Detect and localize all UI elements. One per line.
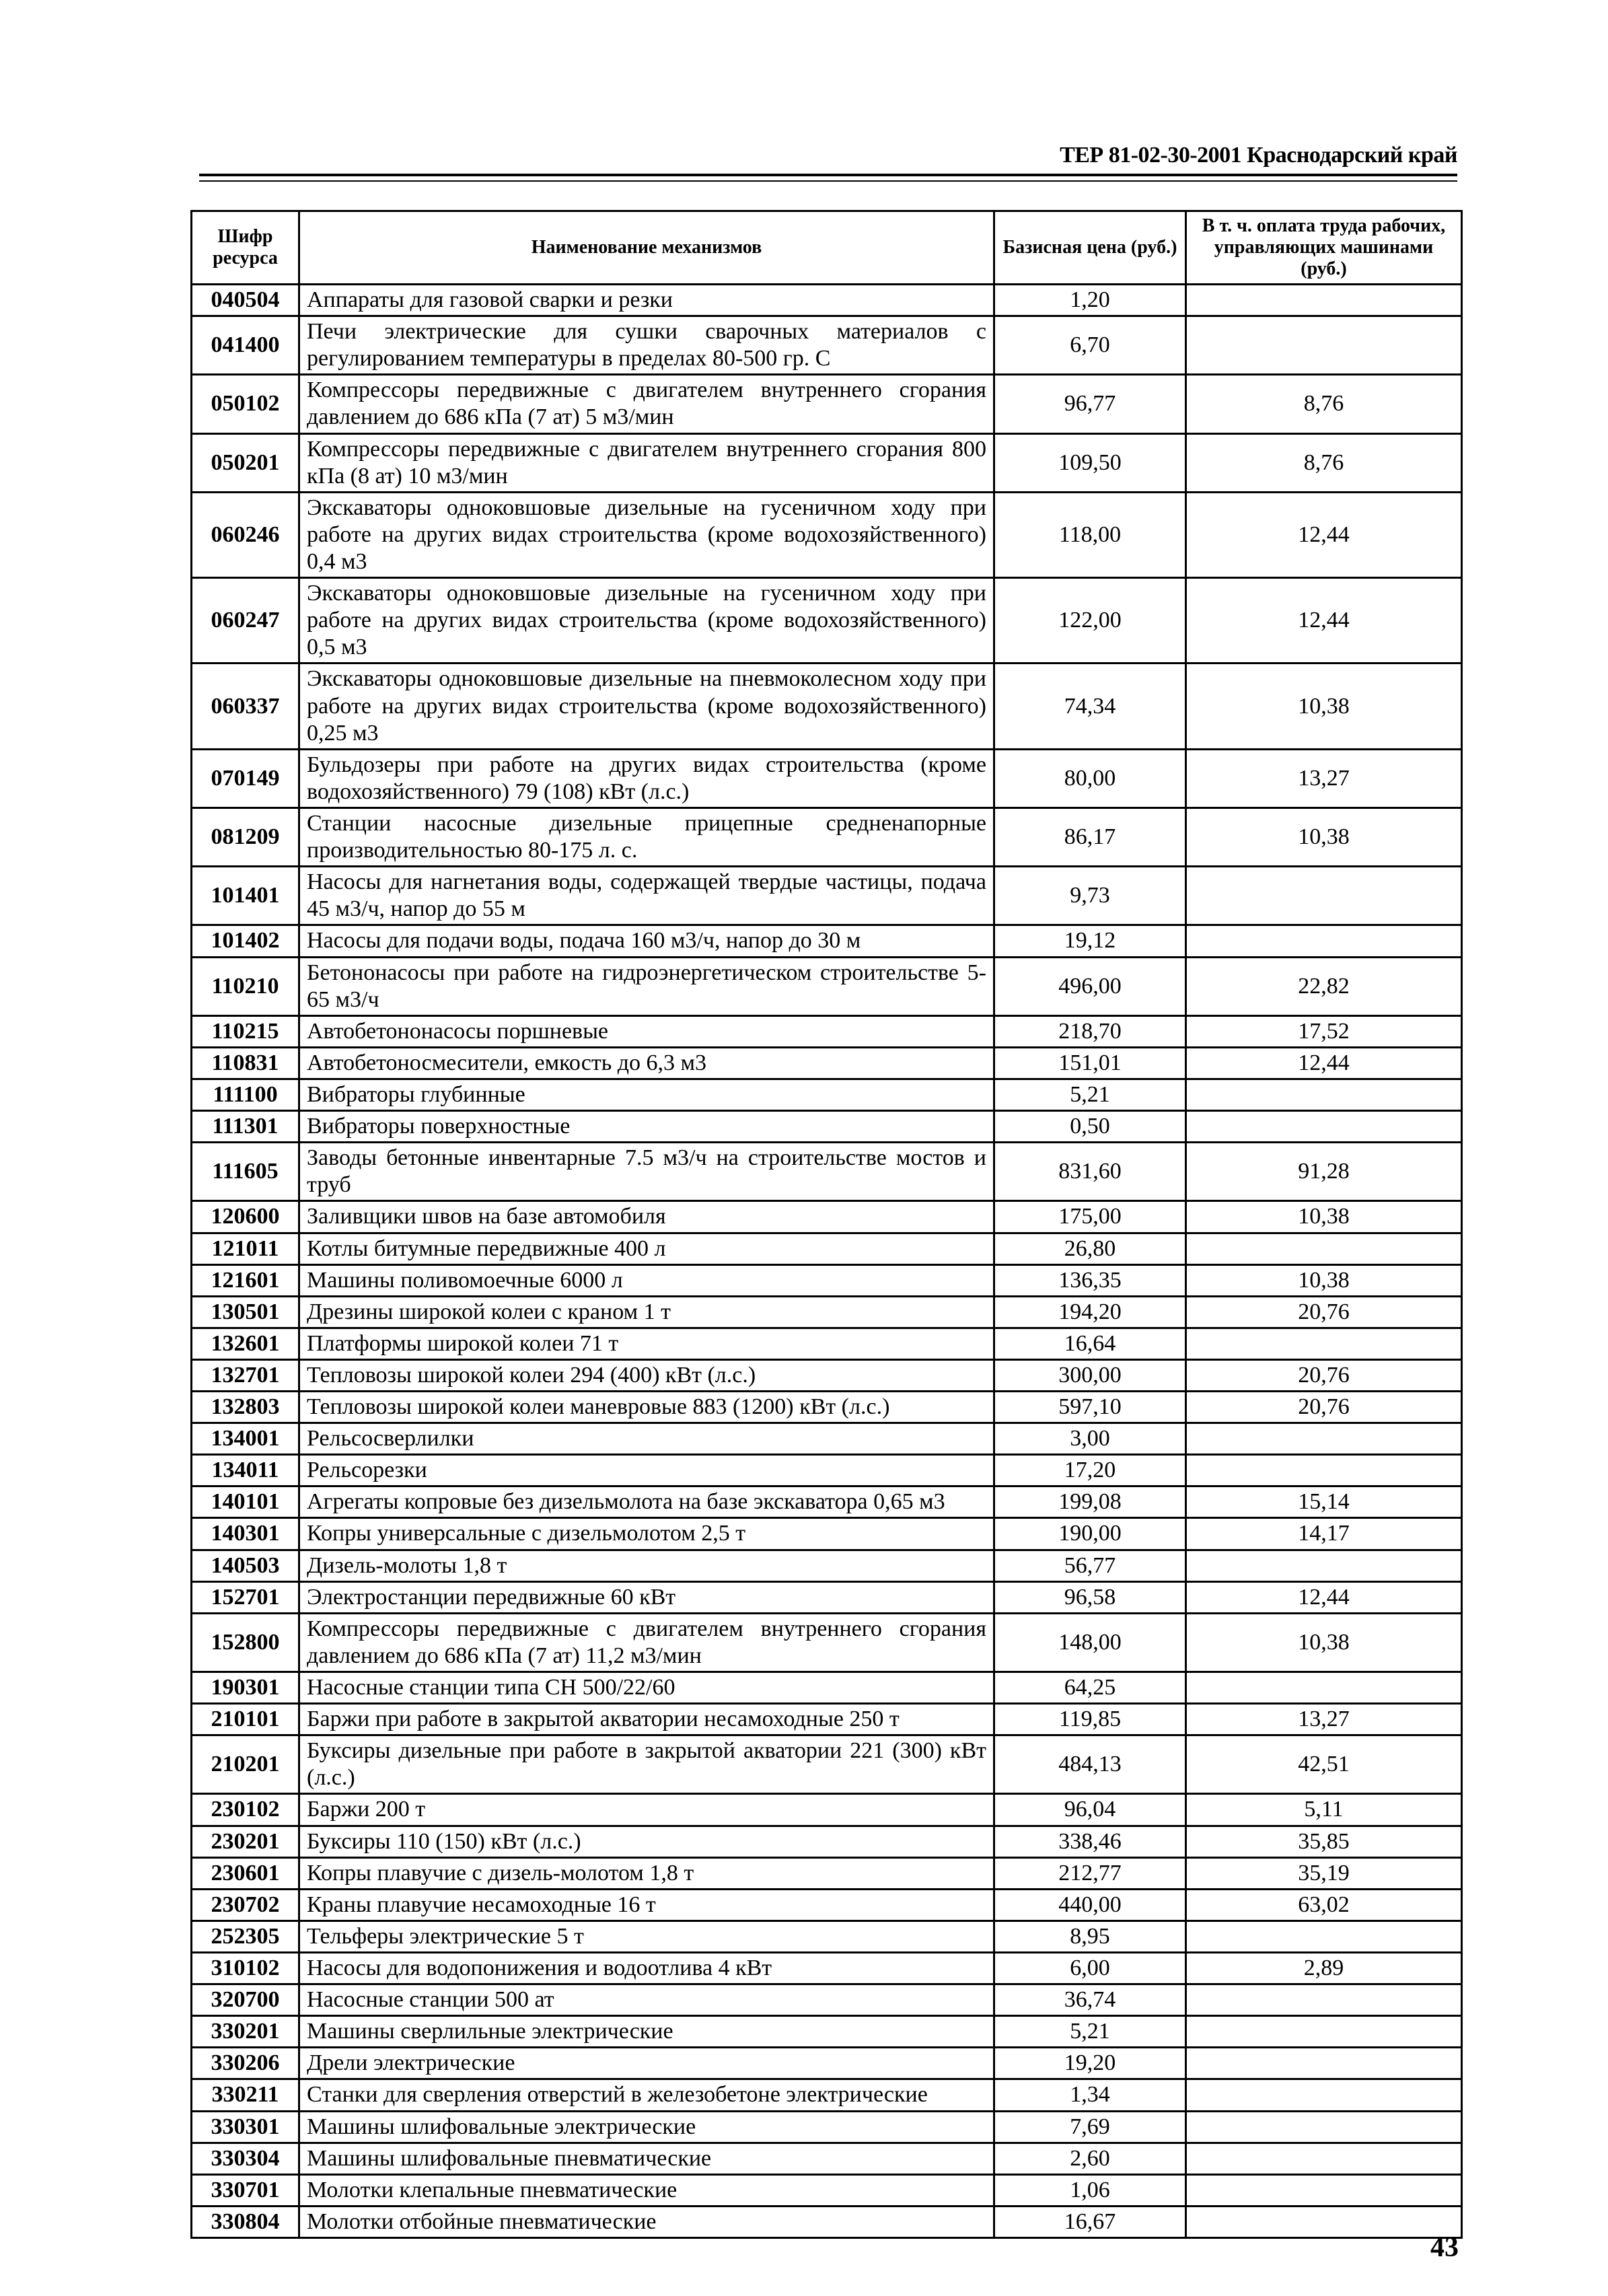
column-header-name: Наименование механизмов (299, 211, 994, 285)
mechanism-name-cell: Печи электрические для сушки сварочных материалов с регулированием температуры в пределах 80-500 гр. С (299, 316, 994, 375)
mechanism-name-cell: Электростанции передвижные 60 кВт (299, 1581, 994, 1613)
table-row (192, 2174, 1462, 2206)
mechanism-name-cell: Вибраторы поверхностные (299, 1111, 994, 1143)
table-row (192, 1111, 1462, 1143)
labor-cost-cell (1186, 1233, 1462, 1264)
resource-code-cell: 330301 (192, 2111, 299, 2143)
resource-code-cell: 070149 (192, 749, 299, 808)
resource-code-cell: 121011 (192, 1233, 299, 1264)
base-price-cell: 96,58 (994, 1581, 1186, 1613)
base-price-cell: 5,21 (994, 1079, 1186, 1110)
base-price-cell: 484,13 (994, 1735, 1186, 1794)
base-price-cell: 16,67 (994, 2206, 1186, 2237)
base-price-cell: 6,00 (994, 1953, 1186, 1984)
table-row (192, 1613, 1462, 1672)
resource-code-cell: 330206 (192, 2048, 299, 2079)
mechanism-name-cell: Копры плавучие с дизель-молотом 1,8 т (299, 1857, 994, 1889)
mechanism-name-cell: Буксиры 110 (150) кВт (л.с.) (299, 1826, 994, 1857)
labor-cost-cell (1186, 2048, 1462, 2079)
resource-code-cell: 330211 (192, 2079, 299, 2111)
table-row (192, 1392, 1462, 1423)
mechanism-name-cell: Экскаваторы одноковшовые дизельные на пневмоколесном ходу при работе на других видах строительства (кроме водохозяйственного) 0,25 м3 (299, 663, 994, 749)
base-price-cell: 148,00 (994, 1613, 1186, 1672)
base-price-cell: 831,60 (994, 1143, 1186, 1201)
base-price-cell: 80,00 (994, 749, 1186, 808)
labor-cost-cell: 63,02 (1186, 1889, 1462, 1921)
resource-code-cell: 330701 (192, 2174, 299, 2206)
base-price-cell: 6,70 (994, 316, 1186, 375)
table-row (192, 1328, 1462, 1359)
resource-code-cell: 330804 (192, 2206, 299, 2237)
mechanism-name-cell: Машины сверлильные электрические (299, 2016, 994, 2048)
resource-code-cell: 110831 (192, 1047, 299, 1079)
table-row (192, 2079, 1462, 2111)
resource-code-cell: 230102 (192, 1794, 299, 1826)
mechanism-name-cell: Баржи при работе в закрытой акватории несамоходные 250 т (299, 1704, 994, 1735)
labor-cost-cell (1186, 867, 1462, 925)
table-row (192, 1015, 1462, 1047)
labor-cost-cell: 14,17 (1186, 1518, 1462, 1550)
base-price-cell: 9,73 (994, 867, 1186, 925)
mechanism-name-cell: Краны плавучие несамоходные 16 т (299, 1889, 994, 1921)
resource-code-cell: 060247 (192, 578, 299, 663)
resource-code-cell: 320700 (192, 1984, 299, 2016)
table-row (192, 808, 1462, 866)
resource-code-cell: 190301 (192, 1672, 299, 1704)
resource-code-cell: 060337 (192, 663, 299, 749)
mechanism-name-cell: Дрезины широкой колеи с краном 1 т (299, 1296, 994, 1328)
base-price-cell: 3,00 (994, 1423, 1186, 1455)
base-price-cell: 199,08 (994, 1486, 1186, 1518)
resource-code-cell: 210101 (192, 1704, 299, 1735)
table-row (192, 1735, 1462, 1794)
resource-code-cell: 152800 (192, 1613, 299, 1672)
page-number: 43 (1430, 2232, 1459, 2263)
labor-cost-cell (1186, 316, 1462, 375)
table-row (192, 1704, 1462, 1735)
mechanism-name-cell: Вибраторы глубинные (299, 1079, 994, 1110)
labor-cost-cell (1186, 1423, 1462, 1455)
mechanism-name-cell: Насосы для водопонижения и водоотлива 4 кВт (299, 1953, 994, 1984)
labor-cost-cell (1186, 1455, 1462, 1486)
mechanism-name-cell: Компрессоры передвижные с двигателем внутреннего сгорания давлением до 686 кПа (7 ат) 5 м3/мин (299, 375, 994, 433)
base-price-cell: 175,00 (994, 1201, 1186, 1233)
resource-code-cell: 110215 (192, 1015, 299, 1047)
table-row (192, 1264, 1462, 1296)
table-row (192, 316, 1462, 375)
table-row (192, 375, 1462, 433)
labor-cost-cell: 15,14 (1186, 1486, 1462, 1518)
table-row (192, 1518, 1462, 1550)
base-price-cell: 74,34 (994, 663, 1186, 749)
labor-cost-cell (1186, 2174, 1462, 2206)
table-row (192, 2206, 1462, 2237)
mechanism-name-cell: Рельсорезки (299, 1455, 994, 1486)
table-row (192, 1047, 1462, 1079)
resource-code-cell: 310102 (192, 1953, 299, 1984)
mechanism-name-cell: Копры универсальные с дизельмолотом 2,5 т (299, 1518, 994, 1550)
base-price-cell: 300,00 (994, 1359, 1186, 1391)
mechanism-name-cell: Тепловозы широкой колеи 294 (400) кВт (л.с.) (299, 1359, 994, 1391)
base-price-cell: 2,60 (994, 2143, 1186, 2174)
resource-code-cell: 330304 (192, 2143, 299, 2174)
base-price-cell: 109,50 (994, 433, 1186, 492)
table-row (192, 1550, 1462, 1581)
labor-cost-cell: 10,38 (1186, 1613, 1462, 1672)
resource-code-cell: 120600 (192, 1201, 299, 1233)
base-price-cell: 190,00 (994, 1518, 1186, 1550)
resource-code-cell: 140503 (192, 1550, 299, 1581)
table-row (192, 1953, 1462, 1984)
labor-cost-cell: 2,89 (1186, 1953, 1462, 1984)
mechanism-name-cell: Дрели электрические (299, 2048, 994, 2079)
labor-cost-cell: 12,44 (1186, 1581, 1462, 1613)
table-row (192, 1921, 1462, 1952)
base-price-cell: 96,77 (994, 375, 1186, 433)
labor-cost-cell (1186, 2143, 1462, 2174)
table-header-row (192, 211, 1462, 285)
resource-code-cell: 121601 (192, 1264, 299, 1296)
resource-code-cell: 132803 (192, 1392, 299, 1423)
labor-cost-cell (1186, 1984, 1462, 2016)
base-price-cell: 496,00 (994, 957, 1186, 1015)
base-price-cell: 8,95 (994, 1921, 1186, 1952)
mechanism-name-cell: Заводы бетонные инвентарные 7.5 м3/ч на строительстве мостов и труб (299, 1143, 994, 1201)
labor-cost-cell (1186, 2079, 1462, 2111)
labor-cost-cell: 10,38 (1186, 663, 1462, 749)
labor-cost-cell: 20,76 (1186, 1392, 1462, 1423)
resource-code-cell: 210201 (192, 1735, 299, 1794)
resource-code-cell: 111605 (192, 1143, 299, 1201)
table-row (192, 1826, 1462, 1857)
resource-code-cell: 101402 (192, 925, 299, 957)
labor-cost-cell: 35,19 (1186, 1857, 1462, 1889)
base-price-cell: 194,20 (994, 1296, 1186, 1328)
labor-cost-cell: 10,38 (1186, 1201, 1462, 1233)
mechanism-name-cell: Экскаваторы одноковшовые дизельные на гусеничном ходу при работе на других видах строительства (кроме водохозяйственного) 0,4 м3 (299, 492, 994, 577)
mechanism-name-cell: Молотки клепальные пневматические (299, 2174, 994, 2206)
base-price-cell: 122,00 (994, 578, 1186, 663)
mechanism-name-cell: Дизель-молоты 1,8 т (299, 1550, 994, 1581)
resource-code-cell: 230601 (192, 1857, 299, 1889)
mechanism-name-cell: Агрегаты копровые без дизельмолота на базе экскаватора 0,65 м3 (299, 1486, 994, 1518)
table-row (192, 285, 1462, 316)
mechanism-name-cell: Автобетоносмесители, емкость до 6,3 м3 (299, 1047, 994, 1079)
table-row (192, 2048, 1462, 2079)
mechanism-name-cell: Заливщики швов на базе автомобиля (299, 1201, 994, 1233)
mechanism-name-cell: Тельферы электрические 5 т (299, 1921, 994, 1952)
table-row (192, 1201, 1462, 1233)
resource-code-cell: 041400 (192, 316, 299, 375)
resource-code-cell: 101401 (192, 867, 299, 925)
table-row (192, 2143, 1462, 2174)
base-price-cell: 151,01 (994, 1047, 1186, 1079)
base-price-cell: 5,21 (994, 2016, 1186, 2048)
mechanism-name-cell: Станции насосные дизельные прицепные средненапорные производительностью 80-175 л. с. (299, 808, 994, 866)
table-row (192, 957, 1462, 1015)
mechanism-name-cell: Буксиры дизельные при работе в закрытой акватории 221 (300) кВт (л.с.) (299, 1735, 994, 1794)
table-row (192, 1857, 1462, 1889)
table-row (192, 925, 1462, 957)
mechanism-name-cell: Насосные станции типа СН 500/22/60 (299, 1672, 994, 1704)
mechanism-name-cell: Машины шлифовальные электрические (299, 2111, 994, 2143)
mechanism-name-cell: Молотки отбойные пневматические (299, 2206, 994, 2237)
resource-code-cell: 111100 (192, 1079, 299, 1110)
labor-cost-cell (1186, 1111, 1462, 1143)
labor-cost-cell: 42,51 (1186, 1735, 1462, 1794)
resource-code-cell: 040504 (192, 285, 299, 316)
mechanism-name-cell: Бульдозеры при работе на других видах строительства (кроме водохозяйственного) 79 (108) кВт (л.с.) (299, 749, 994, 808)
labor-cost-cell: 13,27 (1186, 749, 1462, 808)
base-price-cell: 119,85 (994, 1704, 1186, 1735)
table-row (192, 433, 1462, 492)
resource-code-cell: 110210 (192, 957, 299, 1015)
labor-cost-cell: 91,28 (1186, 1143, 1462, 1201)
base-price-cell: 56,77 (994, 1550, 1186, 1581)
resource-code-cell: 140101 (192, 1486, 299, 1518)
labor-cost-cell: 17,52 (1186, 1015, 1462, 1047)
mechanism-name-cell: Платформы широкой колеи 71 т (299, 1328, 994, 1359)
base-price-cell: 136,35 (994, 1264, 1186, 1296)
labor-cost-cell: 8,76 (1186, 433, 1462, 492)
base-price-cell: 338,46 (994, 1826, 1186, 1857)
resource-code-cell: 111301 (192, 1111, 299, 1143)
base-price-cell: 1,34 (994, 2079, 1186, 2111)
base-price-cell: 1,20 (994, 285, 1186, 316)
table-row (192, 1079, 1462, 1110)
resources-table (190, 210, 1463, 2239)
header-rule-thick (199, 174, 1457, 176)
base-price-cell: 96,04 (994, 1794, 1186, 1826)
resource-code-cell: 252305 (192, 1921, 299, 1952)
base-price-cell: 36,74 (994, 1984, 1186, 2016)
table-row (192, 1143, 1462, 1201)
column-header-labor: В т. ч. оплата труда рабочих, управляющих машинами (руб.) (1186, 211, 1462, 285)
labor-cost-cell: 20,76 (1186, 1359, 1462, 1391)
resource-code-cell: 140301 (192, 1518, 299, 1550)
resource-code-cell: 050201 (192, 433, 299, 492)
mechanism-name-cell: Насосы для подачи воды, подача 160 м3/ч, напор до 30 м (299, 925, 994, 957)
labor-cost-cell (1186, 1079, 1462, 1110)
resource-code-cell: 134001 (192, 1423, 299, 1455)
table-row (192, 1233, 1462, 1264)
base-price-cell: 1,06 (994, 2174, 1186, 2206)
labor-cost-cell (1186, 1550, 1462, 1581)
labor-cost-cell: 10,38 (1186, 808, 1462, 866)
labor-cost-cell (1186, 925, 1462, 957)
table-row (192, 1423, 1462, 1455)
table-row (192, 1672, 1462, 1704)
table-row (192, 1984, 1462, 2016)
table-row (192, 1455, 1462, 1486)
resource-code-cell: 132701 (192, 1359, 299, 1391)
resource-code-cell: 130501 (192, 1296, 299, 1328)
base-price-cell: 0,50 (994, 1111, 1186, 1143)
table-row (192, 2111, 1462, 2143)
base-price-cell: 212,77 (994, 1857, 1186, 1889)
mechanism-name-cell: Насосы для нагнетания воды, содержащей твердые частицы, подача 45 м3/ч, напор до 55 м (299, 867, 994, 925)
labor-cost-cell: 13,27 (1186, 1704, 1462, 1735)
table-row (192, 1581, 1462, 1613)
table-row (192, 1359, 1462, 1391)
mechanism-name-cell: Котлы битумные передвижные 400 л (299, 1233, 994, 1264)
table-body (192, 285, 1462, 2238)
mechanism-name-cell: Станки для сверления отверстий в железобетоне электрические (299, 2079, 994, 2111)
labor-cost-cell: 12,44 (1186, 578, 1462, 663)
labor-cost-cell (1186, 285, 1462, 316)
resource-code-cell: 230702 (192, 1889, 299, 1921)
mechanism-name-cell: Автобетононасосы поршневые (299, 1015, 994, 1047)
base-price-cell: 19,20 (994, 2048, 1186, 2079)
resource-code-cell: 081209 (192, 808, 299, 866)
labor-cost-cell (1186, 1328, 1462, 1359)
base-price-cell: 440,00 (994, 1889, 1186, 1921)
labor-cost-cell (1186, 2111, 1462, 2143)
base-price-cell: 118,00 (994, 492, 1186, 577)
table-row (192, 1794, 1462, 1826)
base-price-cell: 19,12 (994, 925, 1186, 957)
mechanism-name-cell: Рельсосверлилки (299, 1423, 994, 1455)
labor-cost-cell (1186, 1672, 1462, 1704)
resource-code-cell: 134011 (192, 1455, 299, 1486)
column-header-code: Шифр ресурса (192, 211, 299, 285)
column-header-price: Базисная цена (руб.) (994, 211, 1186, 285)
table-row (192, 2016, 1462, 2048)
resource-code-cell: 152701 (192, 1581, 299, 1613)
table-row (192, 867, 1462, 925)
table-row (192, 492, 1462, 577)
resource-code-cell: 132601 (192, 1328, 299, 1359)
base-price-cell: 86,17 (994, 808, 1186, 866)
base-price-cell: 7,69 (994, 2111, 1186, 2143)
labor-cost-cell: 22,82 (1186, 957, 1462, 1015)
labor-cost-cell (1186, 1921, 1462, 1952)
mechanism-name-cell: Компрессоры передвижные с двигателем внутреннего сгорания давлением до 686 кПа (7 ат) 11,2 м3/мин (299, 1613, 994, 1672)
resource-code-cell: 050102 (192, 375, 299, 433)
mechanism-name-cell: Тепловозы широкой колеи маневровые 883 (1200) кВт (л.с.) (299, 1392, 994, 1423)
base-price-cell: 16,64 (994, 1328, 1186, 1359)
base-price-cell: 218,70 (994, 1015, 1186, 1047)
mechanism-name-cell: Машины поливомоечные 6000 л (299, 1264, 994, 1296)
labor-cost-cell: 12,44 (1186, 1047, 1462, 1079)
mechanism-name-cell: Машины шлифовальные пневматические (299, 2143, 994, 2174)
mechanism-name-cell: Баржи 200 т (299, 1794, 994, 1826)
labor-cost-cell (1186, 2206, 1462, 2237)
labor-cost-cell: 5,11 (1186, 1794, 1462, 1826)
resource-code-cell: 230201 (192, 1826, 299, 1857)
mechanism-name-cell: Аппараты для газовой сварки и резки (299, 285, 994, 316)
table-row (192, 663, 1462, 749)
document-header-title: ТЕР 81-02-30-2001 Краснодарский край (1060, 143, 1457, 168)
table-row (192, 578, 1462, 663)
resource-code-cell: 060246 (192, 492, 299, 577)
labor-cost-cell: 35,85 (1186, 1826, 1462, 1857)
mechanism-name-cell: Экскаваторы одноковшовые дизельные на гусеничном ходу при работе на других видах строительства (кроме водохозяйственного) 0,5 м3 (299, 578, 994, 663)
base-price-cell: 17,20 (994, 1455, 1186, 1486)
mechanism-name-cell: Насосные станции 500 ат (299, 1984, 994, 2016)
labor-cost-cell: 20,76 (1186, 1296, 1462, 1328)
mechanism-name-cell: Компрессоры передвижные с двигателем внутреннего сгорания 800 кПа (8 ат) 10 м3/мин (299, 433, 994, 492)
labor-cost-cell (1186, 2016, 1462, 2048)
base-price-cell: 597,10 (994, 1392, 1186, 1423)
mechanism-name-cell: Бетононасосы при работе на гидроэнергетическом строительстве 5-65 м3/ч (299, 957, 994, 1015)
labor-cost-cell: 8,76 (1186, 375, 1462, 433)
table-row (192, 1296, 1462, 1328)
table-row (192, 1889, 1462, 1921)
labor-cost-cell: 12,44 (1186, 492, 1462, 577)
resource-code-cell: 330201 (192, 2016, 299, 2048)
labor-cost-cell: 10,38 (1186, 1264, 1462, 1296)
table-row (192, 749, 1462, 808)
base-price-cell: 26,80 (994, 1233, 1186, 1264)
header-rule-thin (199, 180, 1457, 182)
base-price-cell: 64,25 (994, 1672, 1186, 1704)
table-row (192, 1486, 1462, 1518)
